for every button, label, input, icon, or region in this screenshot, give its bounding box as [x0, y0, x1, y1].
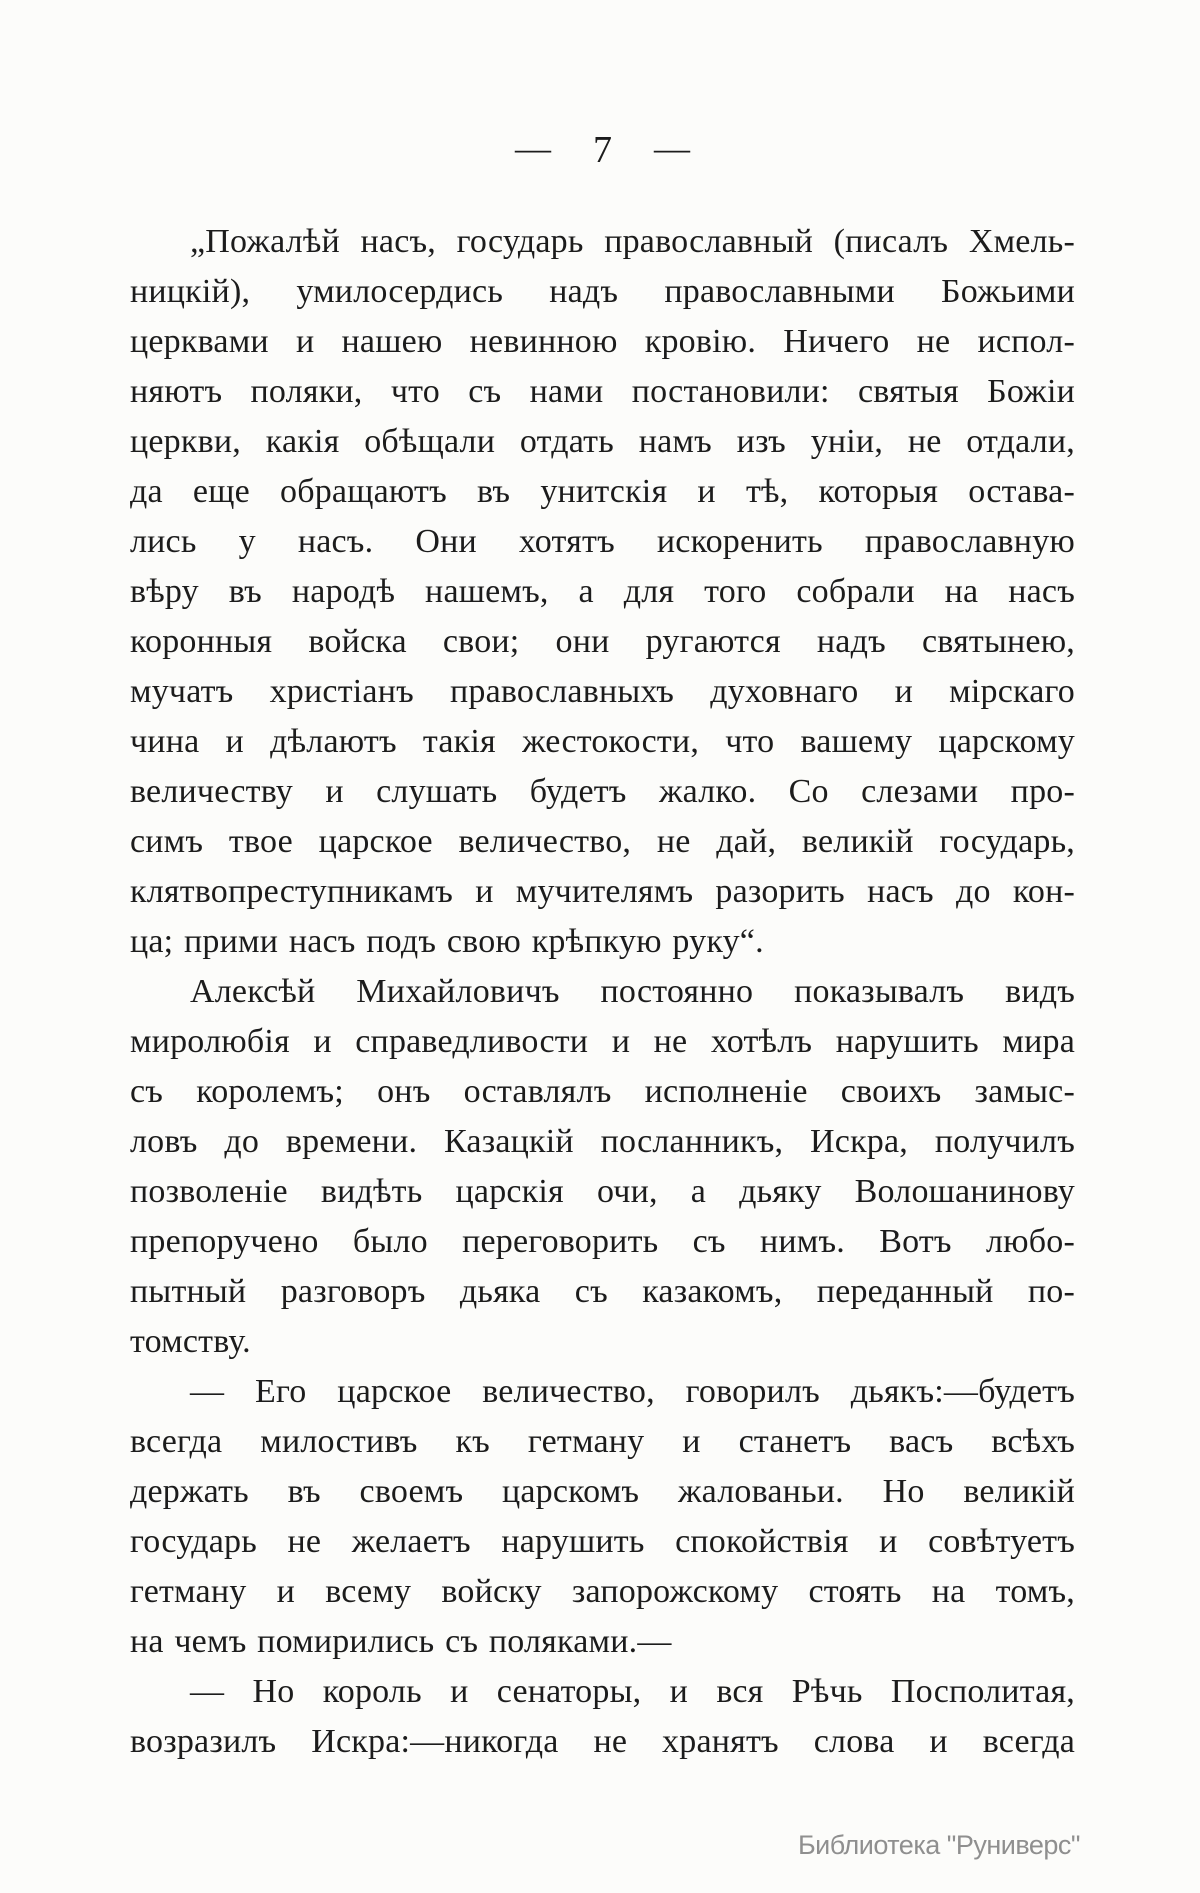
text-line: церкви, какія обѣщали отдать намъ изъ уніи, не отдали, — [130, 423, 1075, 460]
text-line: всегда милостивъ къ гетману и станетъ васъ всѣхъ — [130, 1423, 1075, 1460]
text-line: препоручено было переговорить съ нимъ. Вотъ любо- — [130, 1223, 1075, 1260]
folio-dash-right: — — [654, 128, 690, 168]
text-line: держать въ своемъ царскомъ жалованьи. Но великій — [130, 1473, 1075, 1510]
text-line: — Но король и сенаторы, и вся Рѣчь Посполитая, — [190, 1673, 1075, 1710]
text-line: ловъ до времени. Казацкій посланникъ, Искра, получилъ — [130, 1123, 1075, 1160]
text-line: няютъ поляки, что съ нами постановили: святыя Божіи — [130, 373, 1075, 410]
text-line: ца; прими насъ подъ свою крѣпкую руку“. — [130, 923, 764, 960]
text-line: да еще обращаютъ въ унитскія и тѣ, которыя остава- — [130, 473, 1075, 510]
text-line: чина и дѣлаютъ такія жестокости, что вашему царскому — [130, 723, 1075, 760]
text-line: вѣру въ народѣ нашемъ, а для того собрали на насъ — [130, 573, 1075, 610]
text-block — [130, 217, 1075, 1767]
text-line: гетману и всему войску запорожскому стоять на томъ, — [130, 1573, 1075, 1610]
text-line: государь не желаетъ нарушить спокойствія и совѣтуетъ — [130, 1523, 1075, 1560]
text-line: мучатъ христіанъ православныхъ духовнаго и мірскаго — [130, 673, 1075, 710]
text-line: „Пожалѣй насъ, государь православный (писалъ Хмель- — [190, 223, 1075, 260]
folio-dash-left: — — [515, 128, 551, 168]
text-line: позволеніе видѣть царскія очи, а дьяку Волошанинову — [130, 1173, 1075, 1210]
text-line: Алексѣй Михайловичъ постоянно показывалъ видъ — [190, 973, 1075, 1010]
text-line: коронныя войска свои; они ругаются надъ святынею, — [130, 623, 1075, 660]
text-line: клятвопреступникамъ и мучителямъ разорить насъ до кон- — [130, 873, 1075, 910]
text-line: томству. — [130, 1323, 251, 1360]
text-line: церквами и нашею невинною кровію. Ничего не испол- — [130, 323, 1075, 360]
text-line: миролюбія и справедливости и не хотѣлъ нарушить мира — [130, 1023, 1075, 1060]
text-line: — Его царское величество, говорилъ дьякъ:—будетъ — [190, 1373, 1075, 1410]
text-line: величеству и слушать будетъ жалко. Со слезами про- — [130, 773, 1075, 810]
text-line: лись у насъ. Они хотятъ искоренить православную — [130, 523, 1075, 560]
text-line: съ королемъ; онъ оставлялъ исполненіе своихъ замыс- — [130, 1073, 1075, 1110]
text-line: на чемъ помирились съ поляками.— — [130, 1623, 672, 1660]
text-line: возразилъ Искра:—никогда не хранятъ слова и всегда — [130, 1723, 1075, 1760]
page-header — [130, 130, 1075, 170]
text-line: ницкій), умилосердись надъ православными Божьими — [130, 273, 1075, 310]
text-line: пытный разговоръ дьяка съ казакомъ, переданный по- — [130, 1273, 1075, 1310]
page-number: 7 — [593, 129, 612, 171]
text-line: симъ твое царское величество, не дай, великій государь, — [130, 823, 1075, 860]
watermark: Библиотека "Руниверс" — [797, 1830, 1080, 1860]
